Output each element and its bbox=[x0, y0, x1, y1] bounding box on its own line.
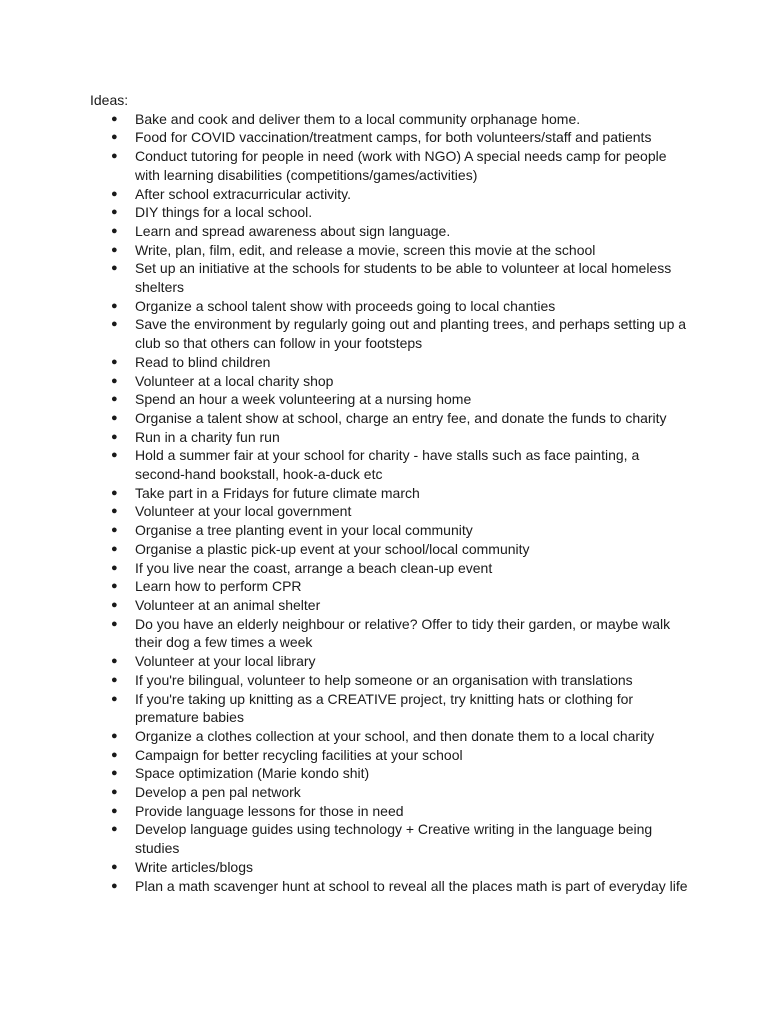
list-item bbox=[90, 128, 690, 147]
list-item-text: Plan a math scavenger hunt at school to reveal all the places math is part of everyday life bbox=[135, 877, 688, 894]
bullet-icon: ● bbox=[111, 411, 118, 424]
list-item-text: Bake and cook and deliver them to a local community orphanage home. bbox=[135, 110, 581, 127]
bullet-icon: ● bbox=[111, 393, 118, 406]
bullet-icon: ● bbox=[111, 150, 118, 163]
ideas-heading: Ideas: bbox=[90, 92, 129, 108]
bullet-icon: ● bbox=[111, 187, 118, 200]
list-item bbox=[90, 409, 690, 428]
list-item bbox=[90, 820, 690, 857]
list-item-text: Provide language lessons for those in need bbox=[135, 802, 404, 819]
list-item-text: If you're bilingual, volunteer to help someone or an organisation with translations bbox=[135, 671, 633, 688]
list-item bbox=[90, 297, 690, 316]
list-item bbox=[90, 596, 690, 615]
list-item bbox=[90, 540, 690, 559]
bullet-icon: ● bbox=[111, 299, 118, 312]
bullet-icon: ● bbox=[111, 786, 118, 799]
list-item bbox=[90, 353, 690, 372]
bullet-icon: ● bbox=[111, 112, 118, 125]
list-item-text: Volunteer at a local charity shop bbox=[135, 372, 334, 389]
list-item bbox=[90, 428, 690, 447]
list-item bbox=[90, 110, 690, 129]
bullet-icon: ● bbox=[111, 486, 118, 499]
list-item-text: Take part in a Fridays for future climate march bbox=[135, 484, 420, 501]
list-item bbox=[90, 147, 690, 184]
list-item bbox=[90, 802, 690, 821]
list-item-text: Do you have an elderly neighbour or relative? Offer to tidy their garden, or maybe walk their dog a few times a week bbox=[135, 615, 671, 651]
list-item-text: Volunteer at an animal shelter bbox=[135, 596, 321, 613]
list-item-text: Develop language guides using technology + Creative writing in the language being studies bbox=[135, 821, 653, 857]
list-item-text: Organize a school talent show with proceeds going to local chanties bbox=[135, 297, 556, 314]
list-item-text: Hold a summer fair at your school for charity - have stalls such as face painting, a second-hand bookstall, hook-a-duck etc bbox=[135, 447, 640, 483]
list-item-text: Food for COVID vaccination/treatment camps, for both volunteers/staff and patients bbox=[135, 129, 652, 146]
bullet-icon: ● bbox=[111, 243, 118, 256]
list-item-text: Read to blind children bbox=[135, 353, 271, 370]
bullet-icon: ● bbox=[111, 374, 118, 387]
list-item bbox=[90, 521, 690, 540]
bullet-icon: ● bbox=[111, 430, 118, 443]
list-item-text: Organise a talent show at school, charge an entry fee, and donate the funds to charity bbox=[135, 409, 667, 426]
bullet-icon: ● bbox=[111, 655, 118, 668]
list-item bbox=[90, 877, 690, 896]
list-item bbox=[90, 746, 690, 765]
list-item-text: Volunteer at your local library bbox=[135, 653, 316, 670]
ideas-list bbox=[90, 110, 690, 896]
list-item bbox=[90, 259, 690, 296]
bullet-icon: ● bbox=[111, 131, 118, 144]
list-item-text: Organize a clothes collection at your school, and then donate them to a local charity bbox=[135, 727, 655, 744]
bullet-icon: ● bbox=[111, 748, 118, 761]
list-item-text: If you live near the coast, arrange a beach clean-up event bbox=[135, 559, 493, 576]
bullet-icon: ● bbox=[111, 804, 118, 817]
list-item bbox=[90, 241, 690, 260]
list-item-text: Space optimization (Marie kondo shit) bbox=[135, 765, 370, 782]
bullet-icon: ● bbox=[111, 206, 118, 219]
list-item bbox=[90, 203, 690, 222]
list-item bbox=[90, 502, 690, 521]
document-page bbox=[90, 91, 690, 895]
list-item bbox=[90, 559, 690, 578]
list-item bbox=[90, 858, 690, 877]
list-item-text: After school extracurricular activity. bbox=[135, 185, 352, 202]
bullet-icon: ● bbox=[111, 823, 118, 836]
list-item bbox=[90, 690, 690, 727]
bullet-icon: ● bbox=[111, 673, 118, 686]
list-item-text: Learn how to perform CPR bbox=[135, 578, 302, 595]
list-item-text: Write articles/blogs bbox=[135, 858, 254, 875]
list-item bbox=[90, 185, 690, 204]
list-item bbox=[90, 315, 690, 352]
list-item bbox=[90, 671, 690, 690]
list-item-text: Organise a plastic pick-up event at your school/local community bbox=[135, 540, 530, 557]
bullet-icon: ● bbox=[111, 224, 118, 237]
bullet-icon: ● bbox=[111, 617, 118, 630]
bullet-icon: ● bbox=[111, 262, 118, 275]
list-item-text: If you're taking up knitting as a CREATIVE project, try knitting hats or clothing for premature babies bbox=[135, 690, 634, 726]
bullet-icon: ● bbox=[111, 355, 118, 368]
bullet-icon: ● bbox=[111, 729, 118, 742]
bullet-icon: ● bbox=[111, 860, 118, 873]
bullet-icon: ● bbox=[111, 561, 118, 574]
list-item bbox=[90, 484, 690, 503]
list-item-text: Conduct tutoring for people in need (work with NGO) A special needs camp for people with learning disabilities (competitions/games/activities) bbox=[135, 148, 667, 183]
list-item bbox=[90, 615, 690, 652]
bullet-icon: ● bbox=[111, 879, 118, 892]
bullet-icon: ● bbox=[111, 692, 118, 705]
list-item-text: Save the environment by regularly going out and planting trees, and perhaps setting up a club so that others can follow in your footsteps bbox=[135, 316, 687, 352]
list-item bbox=[90, 727, 690, 746]
bullet-icon: ● bbox=[111, 542, 118, 555]
list-item-text: Organise a tree planting event in your local community bbox=[135, 522, 473, 539]
list-item bbox=[90, 783, 690, 802]
list-item bbox=[90, 390, 690, 409]
bullet-icon: ● bbox=[111, 767, 118, 780]
list-item bbox=[90, 222, 690, 241]
bullet-icon: ● bbox=[111, 580, 118, 593]
list-item bbox=[90, 372, 690, 391]
list-item bbox=[90, 446, 690, 483]
list-item-text: Spend an hour a week volunteering at a nursing home bbox=[135, 391, 472, 408]
bullet-icon: ● bbox=[111, 449, 118, 462]
bullet-icon: ● bbox=[111, 505, 118, 518]
list-item-text: Campaign for better recycling facilities at your school bbox=[135, 746, 463, 763]
bullet-icon: ● bbox=[111, 318, 118, 331]
list-item-text: Run in a charity fun run bbox=[135, 428, 280, 445]
list-item bbox=[90, 652, 690, 671]
bullet-icon: ● bbox=[111, 598, 118, 611]
list-item-text: Develop a pen pal network bbox=[135, 784, 301, 801]
list-item-text: Volunteer at your local government bbox=[135, 503, 352, 520]
list-item-text: Set up an initiative at the schools for students to be able to volunteer at local homeless shelters bbox=[135, 260, 672, 296]
list-item bbox=[90, 577, 690, 596]
bullet-icon: ● bbox=[111, 524, 118, 537]
list-item bbox=[90, 764, 690, 783]
list-item-text: Write, plan, film, edit, and release a movie, screen this movie at the school bbox=[135, 241, 596, 258]
list-item-text: DIY things for a local school. bbox=[135, 204, 313, 221]
list-item-text: Learn and spread awareness about sign language. bbox=[135, 222, 451, 239]
